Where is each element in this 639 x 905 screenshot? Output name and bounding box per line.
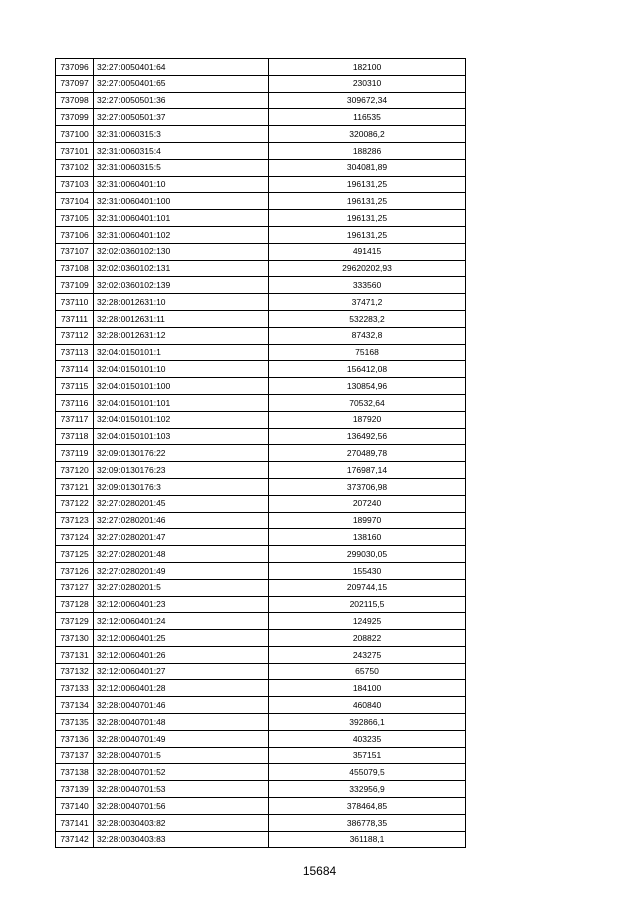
value-cell: 309672,34 bbox=[269, 92, 466, 109]
table-row bbox=[56, 277, 466, 294]
table-row bbox=[56, 697, 466, 714]
value-cell: 378464,85 bbox=[269, 798, 466, 815]
row-id-cell: 737140 bbox=[56, 798, 94, 815]
value-cell: 187920 bbox=[269, 411, 466, 428]
table-row bbox=[56, 814, 466, 831]
cadastral-number-cell: 32:28:0040701:52 bbox=[94, 764, 269, 781]
cadastral-number-cell: 32:12:0060401:25 bbox=[94, 630, 269, 647]
cadastral-number-cell: 32:02:0360102:131 bbox=[94, 260, 269, 277]
row-id-cell: 737110 bbox=[56, 294, 94, 311]
row-id-cell: 737134 bbox=[56, 697, 94, 714]
cadastral-number-cell: 32:31:0060401:10 bbox=[94, 176, 269, 193]
row-id-cell: 737141 bbox=[56, 814, 94, 831]
value-cell: 70532,64 bbox=[269, 394, 466, 411]
cadastral-number-cell: 32:28:0030403:82 bbox=[94, 814, 269, 831]
cadastral-number-cell: 32:28:0040701:49 bbox=[94, 730, 269, 747]
row-id-cell: 737115 bbox=[56, 378, 94, 395]
page-number: 15684 bbox=[302, 864, 337, 878]
table-row bbox=[56, 243, 466, 260]
cadastral-number-cell: 32:27:0280201:48 bbox=[94, 546, 269, 563]
value-cell: 373706,98 bbox=[269, 478, 466, 495]
cadastral-number-cell: 32:27:0050401:64 bbox=[94, 59, 269, 76]
cadastral-number-cell: 32:28:0012631:12 bbox=[94, 327, 269, 344]
value-cell: 75168 bbox=[269, 344, 466, 361]
table-row bbox=[56, 798, 466, 815]
value-cell: 184100 bbox=[269, 680, 466, 697]
row-id-cell: 737121 bbox=[56, 478, 94, 495]
value-cell: 182100 bbox=[269, 59, 466, 76]
table-row bbox=[56, 411, 466, 428]
row-id-cell: 737139 bbox=[56, 781, 94, 798]
value-cell: 29620202,93 bbox=[269, 260, 466, 277]
table-row bbox=[56, 193, 466, 210]
row-id-cell: 737113 bbox=[56, 344, 94, 361]
table-row bbox=[56, 562, 466, 579]
cadastral-number-cell: 32:04:0150101:103 bbox=[94, 428, 269, 445]
row-id-cell: 737104 bbox=[56, 193, 94, 210]
value-cell: 357151 bbox=[269, 747, 466, 764]
value-cell: 196131,25 bbox=[269, 226, 466, 243]
row-id-cell: 737111 bbox=[56, 310, 94, 327]
row-id-cell: 737124 bbox=[56, 529, 94, 546]
cadastral-number-cell: 32:27:0280201:47 bbox=[94, 529, 269, 546]
table-row bbox=[56, 747, 466, 764]
value-cell: 320086,2 bbox=[269, 126, 466, 143]
table-row bbox=[56, 781, 466, 798]
cadastral-number-cell: 32:31:0060315:3 bbox=[94, 126, 269, 143]
value-cell: 87432,8 bbox=[269, 327, 466, 344]
cadastral-number-cell: 32:27:0280201:46 bbox=[94, 512, 269, 529]
table-row bbox=[56, 126, 466, 143]
cadastral-number-cell: 32:28:0040701:48 bbox=[94, 714, 269, 731]
table-row bbox=[56, 646, 466, 663]
cadastral-number-cell: 32:27:0050501:37 bbox=[94, 109, 269, 126]
row-id-cell: 737128 bbox=[56, 596, 94, 613]
cadastral-value-table bbox=[55, 58, 466, 848]
value-cell: 65750 bbox=[269, 663, 466, 680]
table-row bbox=[56, 831, 466, 848]
row-id-cell: 737097 bbox=[56, 75, 94, 92]
table-row bbox=[56, 142, 466, 159]
row-id-cell: 737114 bbox=[56, 361, 94, 378]
value-cell: 196131,25 bbox=[269, 176, 466, 193]
row-id-cell: 737101 bbox=[56, 142, 94, 159]
value-cell: 209744,15 bbox=[269, 579, 466, 596]
cadastral-number-cell: 32:12:0060401:27 bbox=[94, 663, 269, 680]
row-id-cell: 737136 bbox=[56, 730, 94, 747]
cadastral-number-cell: 32:09:0130176:3 bbox=[94, 478, 269, 495]
cadastral-number-cell: 32:04:0150101:10 bbox=[94, 361, 269, 378]
table-row bbox=[56, 59, 466, 76]
table-row bbox=[56, 210, 466, 227]
value-cell: 332956,9 bbox=[269, 781, 466, 798]
row-id-cell: 737137 bbox=[56, 747, 94, 764]
value-cell: 176987,14 bbox=[269, 462, 466, 479]
value-cell: 130854,96 bbox=[269, 378, 466, 395]
table-row bbox=[56, 445, 466, 462]
row-id-cell: 737131 bbox=[56, 646, 94, 663]
table-row bbox=[56, 394, 466, 411]
row-id-cell: 737123 bbox=[56, 512, 94, 529]
value-cell: 124925 bbox=[269, 613, 466, 630]
row-id-cell: 737126 bbox=[56, 562, 94, 579]
cadastral-number-cell: 32:02:0360102:130 bbox=[94, 243, 269, 260]
table-row bbox=[56, 596, 466, 613]
row-id-cell: 737122 bbox=[56, 495, 94, 512]
row-id-cell: 737132 bbox=[56, 663, 94, 680]
value-cell: 116535 bbox=[269, 109, 466, 126]
cadastral-number-cell: 32:12:0060401:23 bbox=[94, 596, 269, 613]
cadastral-number-cell: 32:31:0060315:5 bbox=[94, 159, 269, 176]
table-row bbox=[56, 260, 466, 277]
value-cell: 202115,5 bbox=[269, 596, 466, 613]
cadastral-number-cell: 32:31:0060401:101 bbox=[94, 210, 269, 227]
row-id-cell: 737118 bbox=[56, 428, 94, 445]
table-body bbox=[56, 59, 466, 848]
row-id-cell: 737100 bbox=[56, 126, 94, 143]
table-row bbox=[56, 579, 466, 596]
row-id-cell: 737116 bbox=[56, 394, 94, 411]
cadastral-number-cell: 32:31:0060401:102 bbox=[94, 226, 269, 243]
table-row bbox=[56, 630, 466, 647]
value-cell: 299030,05 bbox=[269, 546, 466, 563]
cadastral-number-cell: 32:12:0060401:24 bbox=[94, 613, 269, 630]
table-row bbox=[56, 462, 466, 479]
cadastral-number-cell: 32:12:0060401:28 bbox=[94, 680, 269, 697]
cadastral-number-cell: 32:27:0050401:65 bbox=[94, 75, 269, 92]
table-row bbox=[56, 310, 466, 327]
cadastral-number-cell: 32:04:0150101:102 bbox=[94, 411, 269, 428]
cadastral-number-cell: 32:09:0130176:22 bbox=[94, 445, 269, 462]
table-row bbox=[56, 529, 466, 546]
cadastral-number-cell: 32:28:0040701:5 bbox=[94, 747, 269, 764]
row-id-cell: 737109 bbox=[56, 277, 94, 294]
cadastral-number-cell: 32:28:0012631:10 bbox=[94, 294, 269, 311]
row-id-cell: 737142 bbox=[56, 831, 94, 848]
value-cell: 189970 bbox=[269, 512, 466, 529]
table-row bbox=[56, 680, 466, 697]
value-cell: 403235 bbox=[269, 730, 466, 747]
row-id-cell: 737103 bbox=[56, 176, 94, 193]
cadastral-number-cell: 32:31:0060315:4 bbox=[94, 142, 269, 159]
value-cell: 188286 bbox=[269, 142, 466, 159]
value-cell: 230310 bbox=[269, 75, 466, 92]
value-cell: 37471,2 bbox=[269, 294, 466, 311]
row-id-cell: 737135 bbox=[56, 714, 94, 731]
table-row bbox=[56, 428, 466, 445]
table-row bbox=[56, 663, 466, 680]
value-cell: 138160 bbox=[269, 529, 466, 546]
value-cell: 304081,89 bbox=[269, 159, 466, 176]
cadastral-number-cell: 32:27:0280201:5 bbox=[94, 579, 269, 596]
row-id-cell: 737098 bbox=[56, 92, 94, 109]
table-row bbox=[56, 109, 466, 126]
cadastral-number-cell: 32:02:0360102:139 bbox=[94, 277, 269, 294]
cadastral-number-cell: 32:27:0050501:36 bbox=[94, 92, 269, 109]
table-row bbox=[56, 327, 466, 344]
cadastral-number-cell: 32:12:0060401:26 bbox=[94, 646, 269, 663]
cadastral-number-cell: 32:27:0280201:45 bbox=[94, 495, 269, 512]
cadastral-number-cell: 32:28:0040701:46 bbox=[94, 697, 269, 714]
cadastral-number-cell: 32:31:0060401:100 bbox=[94, 193, 269, 210]
row-id-cell: 737138 bbox=[56, 764, 94, 781]
table-row bbox=[56, 478, 466, 495]
row-id-cell: 737106 bbox=[56, 226, 94, 243]
cadastral-number-cell: 32:28:0030403:83 bbox=[94, 831, 269, 848]
cadastral-number-cell: 32:27:0280201:49 bbox=[94, 562, 269, 579]
value-cell: 532283,2 bbox=[269, 310, 466, 327]
row-id-cell: 737119 bbox=[56, 445, 94, 462]
cadastral-number-cell: 32:28:0012631:11 bbox=[94, 310, 269, 327]
cadastral-number-cell: 32:04:0150101:1 bbox=[94, 344, 269, 361]
table-row bbox=[56, 226, 466, 243]
table-row bbox=[56, 495, 466, 512]
table-row bbox=[56, 361, 466, 378]
cadastral-number-cell: 32:04:0150101:100 bbox=[94, 378, 269, 395]
value-cell: 460840 bbox=[269, 697, 466, 714]
value-cell: 208822 bbox=[269, 630, 466, 647]
table-row bbox=[56, 92, 466, 109]
value-cell: 455079,5 bbox=[269, 764, 466, 781]
row-id-cell: 737129 bbox=[56, 613, 94, 630]
table-row bbox=[56, 613, 466, 630]
value-cell: 386778,35 bbox=[269, 814, 466, 831]
value-cell: 243275 bbox=[269, 646, 466, 663]
table-row bbox=[56, 546, 466, 563]
row-id-cell: 737120 bbox=[56, 462, 94, 479]
row-id-cell: 737130 bbox=[56, 630, 94, 647]
row-id-cell: 737096 bbox=[56, 59, 94, 76]
cadastral-number-cell: 32:04:0150101:101 bbox=[94, 394, 269, 411]
table-row bbox=[56, 378, 466, 395]
value-cell: 196131,25 bbox=[269, 193, 466, 210]
table-row bbox=[56, 730, 466, 747]
value-cell: 333560 bbox=[269, 277, 466, 294]
cadastral-number-cell: 32:28:0040701:56 bbox=[94, 798, 269, 815]
table-row bbox=[56, 512, 466, 529]
cadastral-number-cell: 32:28:0040701:53 bbox=[94, 781, 269, 798]
value-cell: 156412,08 bbox=[269, 361, 466, 378]
row-id-cell: 737099 bbox=[56, 109, 94, 126]
value-cell: 196131,25 bbox=[269, 210, 466, 227]
row-id-cell: 737105 bbox=[56, 210, 94, 227]
row-id-cell: 737112 bbox=[56, 327, 94, 344]
value-cell: 207240 bbox=[269, 495, 466, 512]
value-cell: 155430 bbox=[269, 562, 466, 579]
value-cell: 136492,56 bbox=[269, 428, 466, 445]
row-id-cell: 737125 bbox=[56, 546, 94, 563]
cadastral-number-cell: 32:09:0130176:23 bbox=[94, 462, 269, 479]
row-id-cell: 737133 bbox=[56, 680, 94, 697]
row-id-cell: 737108 bbox=[56, 260, 94, 277]
value-cell: 491415 bbox=[269, 243, 466, 260]
table-row bbox=[56, 344, 466, 361]
value-cell: 361188,1 bbox=[269, 831, 466, 848]
table-row bbox=[56, 764, 466, 781]
row-id-cell: 737117 bbox=[56, 411, 94, 428]
value-cell: 392866,1 bbox=[269, 714, 466, 731]
row-id-cell: 737102 bbox=[56, 159, 94, 176]
value-cell: 270489,78 bbox=[269, 445, 466, 462]
table-row bbox=[56, 176, 466, 193]
row-id-cell: 737127 bbox=[56, 579, 94, 596]
table-row bbox=[56, 75, 466, 92]
table-row bbox=[56, 159, 466, 176]
table-row bbox=[56, 714, 466, 731]
table-row bbox=[56, 294, 466, 311]
row-id-cell: 737107 bbox=[56, 243, 94, 260]
